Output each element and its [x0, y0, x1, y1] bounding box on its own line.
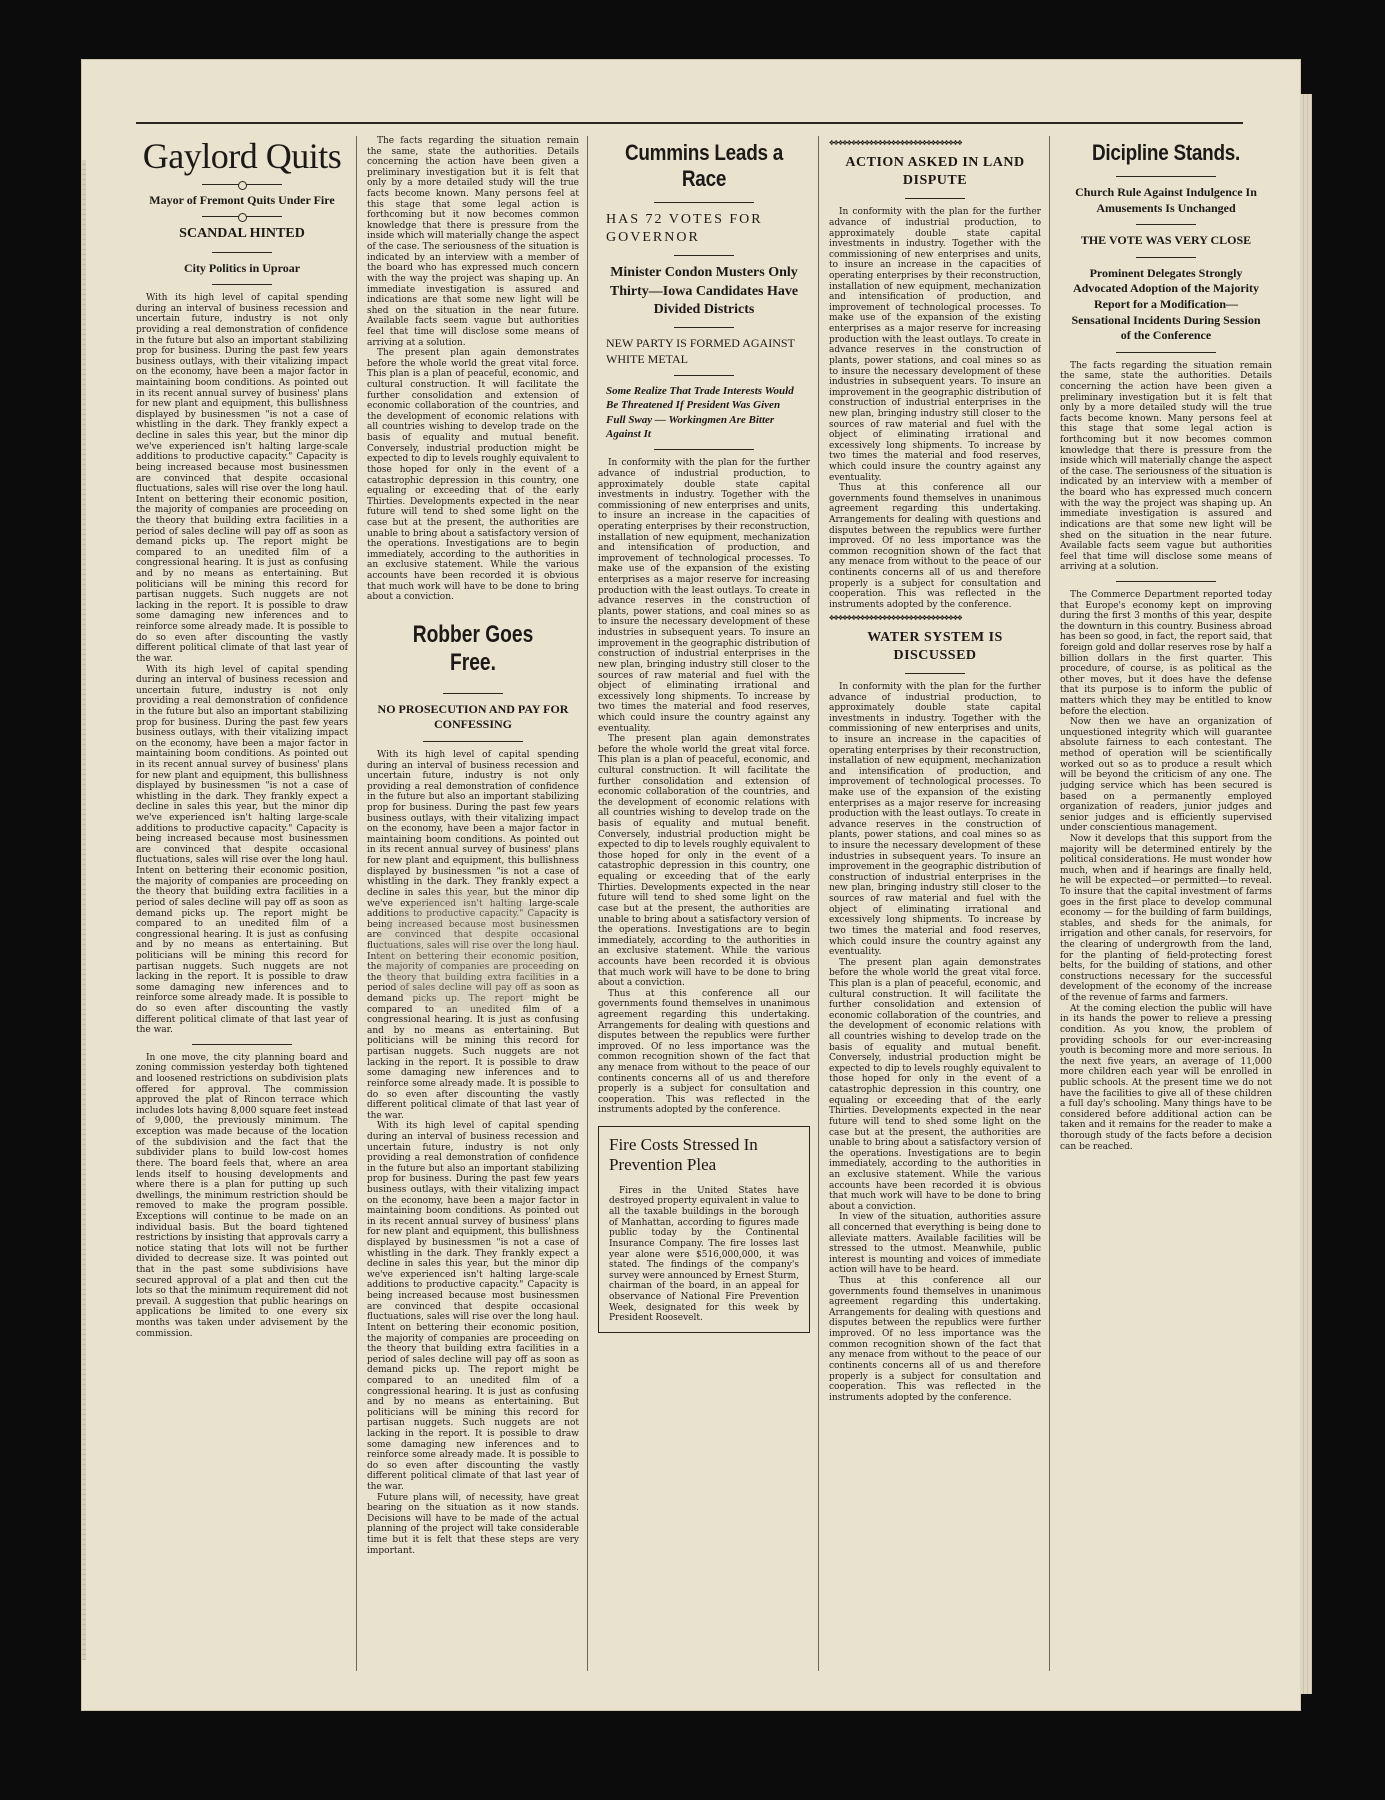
ornament-border: ❖❖❖❖❖❖❖❖❖❖❖❖❖❖❖❖❖❖❖❖❖❖❖❖❖❖❖❖❖❖ — [829, 612, 962, 623]
column-3 — [598, 136, 810, 1671]
story-rule — [1116, 581, 1216, 582]
article-text-election: At the coming election the public will have in its hands the power to relieve a pressing condition. As you know, the problem of providing schools for our ever-increasing youth is becoming more and more serious. In the next five years, an average of 11,000 more children each year will be enrolled in public schools. At the present time we do not have the facilities to give all of these children a full day's schooling. Many things have to be considered before additional action can be taken and it remains for the reader to make a thorough study of the facts before a decision can be reached. — [1060, 1003, 1272, 1152]
deck-delegates: Prominent Delegates Strongly Advocated Adoption of the Majority Report for a Modification—Sensational Incidents During Session of the Conference — [1071, 265, 1261, 343]
column-5 — [1060, 136, 1272, 1671]
ornament-rule — [202, 184, 282, 185]
deck-rule — [1116, 352, 1216, 353]
column-rule — [356, 136, 357, 1671]
article-text-conference: Thus at this conference all our governments found themselves in unanimous agreement regarding this undertaking. Arrangements for dealing with questions and disputes between the republics were further improved. Of no less importance was the common recognition shown of the fact that any menace from without to the peace of our continents concerns all of us and therefore properly is a subject for consultation and cooperation. This was reflected in the instruments adopted by the conference. — [598, 988, 810, 1116]
page-edge — [82, 160, 86, 1660]
column-rule — [587, 136, 588, 1671]
column-4 — [829, 136, 1041, 1671]
deck-rule — [443, 693, 503, 694]
article-text: With its high level of capital spending during an interval of business recession and uncertain future, industry is not only providing a real demonstration of confidence in the future but also an important stabilizing prop for business. During the past few years business outlays, with their vitalizing impact on the economy, have been a major factor in maintaining boom conditions. As pointed out in its recent annual survey of business' plans for new plant and equipment, this bullishness displayed by businessmen "is not a case of whistling in the dark. They frankly expect a decline in sales this year, but the minor dip we've experienced isn't halting large-scale additions to productive capacity." Capacity is being increased because most businessmen are convinced that despite occasional fluctuations, sales will rise over the long haul. Intent on bettering their economic position, the majority of companies are proceeding on the theory that building extra facilities in a period of sales decline will pay off as soon as demand picks up. The report might be compared to an unedited film of a congressional hearing. It is just as confusing and by no means as entertaining. But politicians will be mining this record for partisan nuggets. Such nuggets are not lacking in the report. It is possible to draw some damaging new inferences and to reinforce some already made. It is possible to do so even after discounting the vastly different political climate of that last year of the war. — [136, 664, 348, 1036]
article-text-planning: In one move, the city planning board and zoning commission yesterday both tightened and loosened restrictions on subdivision plats offered for approval. The commission approved the plat of Rincon terrace which includes lots having 8,000 square feet instead of 9,000, the previously minimum. The exception was made because of the location of the subdivision and the fact that the subdivider plans to build low-cost homes there. The board feels that, where an area lends itself to housing developments and where there is a plan for putting up such dwellings, the minimum restriction should be removed to make the program possible. Exceptions will continue to be made on an individual basis. But the board tightened restrictions by insisting that approvals carry a notice stating that lots will not be further divided to decrease size. It was pointed out that in the past some subdivisions have secured approval of a plat and then cut the lots so that the minimum requirement did not prevail. A suggestion that public hearings on applications be limited to one every six months was taken under advisement by the commission. — [136, 1052, 348, 1339]
column-rule — [1049, 136, 1050, 1671]
article-text-fire: Fires in the United States have destroyed property equivalent in value to all the taxable buildings in the borough of Manhattan, according to figures made public today by the Continental Insurance Company. The fire losses last year alone were $516,000,000, it was stated. The findings of the company's survey were announced by Ernest Sturm, chairman of the board, in an appeal for observance of National Fire Prevention Week, designated for this week by President Roosevelt. — [609, 1185, 799, 1324]
article-text-conformity: In conformity with the plan for the further advance of industrial production, to approximately double state capital investments in industry. Together with the commissioning of new enterprises and units, to insure an increase in the capacities of operating enterprises by their reconstruction, installation of new equipment, mechanization and intensification of production, and improvement of technological processes. To make use of the expansion of the existing enterprises as a major reserve for increasing production with the least outlays. To create in advance reserves in the construction of plants, power stations, and coal mines so as to insure the necessary development of these industries in subsequent years. To insure an improvement in the geographic distribution of construction of industrial enterprises in the new plan, bringing industry still closer to the sources of raw material and fuel with the object of eliminating irrational and excessively long shipments. To increase by two times the material and food reserves, which could insure the country against any eventuality. — [829, 207, 1041, 483]
headline-fire-costs: Fire Costs Stressed In Prevention Plea — [609, 1135, 758, 1175]
column-rule — [818, 136, 819, 1671]
top-rule — [136, 122, 1243, 124]
article-text-conformity: In conformity with the plan for the further advance of industrial production, to approximately double state capital investments in industry. Together with the commissioning of new enterprises and units, to insure an increase in the capacities of operating enterprises by their reconstruction, installation of new equipment, mechanization and intensification of production, and improvement of technological processes. To make use of the expansion of the existing enterprises as a major reserve for increasing production with the least outlays. To create in advance reserves in the construction of plants, power stations, and coal mines so as to insure the necessary development of these industries in subsequent years. To insure an improvement in the geographic distribution of construction of industrial enterprises in the new plan, bringing industry still closer to the sources of raw material and fuel with the object of eliminating irrational and excessively long shipments. To increase by two times the material and food reserves, which could insure the country against any eventuality. — [829, 681, 1041, 958]
article-text-facts: The facts regarding the situation remain the same, state the authorities. Details concerning the action have been given a preliminary investigation but it is felt that only by a more detailed study will the true facts become known. Many persons feel at this stage that some legal action is forthcoming but it now becomes common knowledge that there is pressure from the inside which will materially change the aspect of the case. The seriousness of the situation is indicated by an interview with a member of the board who has expressed much concern with the way the project was shaping up. An immediate investigation is assured and indications are that some new light will be shed on the situation in the near future. Available facts seem vague but authorities feel that time will disclose some means of arriving at a solution. — [1060, 360, 1272, 573]
article-text-plan: The present plan again demonstrates before the whole world the great vital force. This plan is a plan of peaceful, economic, and cultural construction. It will facilitate the further consolidation and extension of economic collaboration of the countries, and the development of economic relations with all countries wishing to develop trade on the basis of equality and mutual benefit. Conversely, industrial production might be expected to dip to levels roughly equivalent to those hoped for only in the event of a catastrophic depression in this country, one equaling or exceeding that of the early Thirties. Developments expected in the near future will tend to shed some light on the case but at the present, the authorities are unable to bring about a satisfactory version of the operations. Investigations are to begin immediately, according to the authorities in an exclusive statement. While the various accounts have been recorded it is obvious that much work will have to be done to bring about a conviction. — [598, 734, 810, 989]
deck-city-politics: City Politics in Uproar — [183, 260, 301, 275]
headline-water-system: WATER SYSTEM IS DISCUSSED — [867, 629, 1003, 663]
article-text-support: Now it develops that this support from the majority will be determined entirely by the political considerations. He must wonder how much, when and if hearings are finally held, he will be expected—or permitted—to reveal. To insure that the capital investment of farms goes in the first place to develop communal economy — for the building of farm buildings, stables, and sheds for the animals, for irrigation and other canals, for reservoirs, for the clearing of undergrowth from the land, for the planting of field-protecting forest belts, for the building of stations, and other constructions necessary for the successful development of the economy of the increase of the revenue of farms and farmers. — [1060, 833, 1272, 1004]
deck-rule — [1136, 224, 1196, 225]
deck-votes: HAS 72 VOTES FOR GOVERNOR — [606, 212, 763, 246]
deck-rule — [905, 673, 965, 674]
article-text-plan: The present plan again demonstrates before the whole world the great vital force. This plan is a plan of peaceful, economic, and cultural construction. It will facilitate the further consolidation and extension of economic collaboration of the countries, and the development of economic relations with all countries wishing to develop trade on the basis of equality and mutual benefit. Conversely, industrial production might be expected to dip to levels roughly equivalent to those hoped for only in the event of a catastrophic depression in this country, one equaling or exceeding that of the early Thirties. Developments expected in the near future will tend to shed some light on the case but at the present, the authorities are unable to bring about a satisfactory version of the operations. Investigations are to begin immediately, according to the authorities in an exclusive statement. While the various accounts have been recorded it is obvious that much work will have to be done to bring about a conviction. — [367, 348, 579, 603]
article-text-facts: The facts regarding the situation remain the same, state the authorities. Details concerning the action have been given a preliminary investigation but it is felt that only by a more detailed study will the true facts become known. Many persons feel at this stage that some legal action is forthcoming but it now becomes common knowledge that there is pressure from the inside which will materially change the aspect of the case. The seriousness of the situation is indicated by an interview with a member of the board who has expressed much concern with the way the project was shaping up. An immediate investigation is assured and indications are that some new light will be shed on the situation in the near future. Available facts seem vague but authorities feel that time will disclose some means of arriving at a solution. — [367, 136, 579, 348]
article-text-conference: Thus at this conference all our governments found themselves in unanimous agreement regarding this undertaking. Arrangements for dealing with questions and disputes between the republics were further improved. Of no less importance was the common recognition shown of the fact that any menace from without to the peace of our continents concerns all of us and therefore properly is a subject for consultation and cooperation. This was reflected in the instruments adopted by the conference. — [829, 1276, 1041, 1403]
deck-rule — [423, 741, 523, 742]
deck-rule — [212, 252, 272, 253]
deck-rule — [674, 255, 734, 256]
story-rule — [192, 1044, 292, 1045]
headline-gaylord: Gaylord Quits — [142, 136, 342, 176]
deck-rule — [674, 375, 734, 376]
article-text: With its high level of capital spending during an interval of business recession and uncertain future, industry is not only providing a real demonstration of confidence in the future but also an important stabilizing prop for business. During the past few years business outlays, with their vitalizing impact on the economy, have been a major factor in maintaining boom conditions. As pointed out in its recent annual survey of business' plans for new plant and equipment, this bullishness displayed by businessmen "is not a case of whistling in the dark. They frankly expect a decline in sales this year, but the minor dip we've experienced isn't halting large-scale additions to productive capacity." Capacity is being increased because most businessmen are convinced that despite occasional fluctuations, sales will rise over the long haul. Intent on bettering their economic position, the majority of companies are proceeding on the theory that building extra facilities in a period of sales decline will pay off as soon as demand picks up. The report might be compared to an unedited film of a congressional hearing. It is just as confusing and by no means as entertaining. But politicians will be mining this record for partisan nuggets. Such nuggets are not lacking in the report. It is possible to draw some damaging new inferences and to reinforce some already made. It is possible to do so even after discounting the vastly different political climate of that last year of the war. — [136, 293, 348, 664]
article-text-conformity: In conformity with the plan for the further advance of industrial production, to approximately double state capital investments in industry. Together with the commissioning of new enterprises and units, to insure an increase in the capacities of operating enterprises by their reconstruction, installation of new equipment, mechanization and intensification of production, and improvement of technological processes. To make use of the expansion of the existing enterprises as a major reserve for increasing production with the least outlays. To create in advance reserves in the construction of plants, power stations, and coal mines so as to insure the necessary development of these industries in subsequent years. To insure an improvement in the geographic distribution of construction of industrial enterprises in the new plan, bringing industry still closer to the sources of raw material and fuel with the object of eliminating irrational and excessively long shipments. To increase by two times the material and food reserves, which could insure the country against any eventuality. — [598, 458, 810, 734]
deck-church-rule: Church Rule Against Indulgence In Amusements Is Unchanged — [1075, 185, 1257, 215]
deck-new-party: NEW PARTY IS FORMED AGAINST WHITE METAL — [606, 335, 795, 366]
deck-no-prosecution: NO PROSECUTION AND PAY FOR CONFESSING — [377, 701, 569, 732]
column-1 — [136, 136, 348, 1671]
article-text-judging: Now then we have an organization of unquestioned integrity which will guarantee absolute fairness to each contestant. The method of operation will be scientifically worked out so as to produce a result which will be beyond the criticism of any one. The judging service which has been secured is based on a permanently employed organization of readers, junior judges and senior judges and is efficiently supervised under conscientious management. — [1060, 717, 1272, 834]
deck-rule — [654, 202, 754, 203]
deck-rule — [654, 449, 754, 450]
deck-vote-close: THE VOTE WAS VERY CLOSE — [1080, 233, 1252, 248]
article-text-future: Future plans will, of necessity, have great bearing on the situation as it now stands. Decisions will have to be made of the actual planning of the project will take considerable time but it is felt that these steps are very important. — [367, 1492, 579, 1556]
deck-mayor: Mayor of Fremont Quits Under Fire — [149, 192, 335, 207]
show-through-stain — [375, 891, 565, 1011]
article-text-view: In view of the situation, authorities assure all concerned that everything is being done to alleviate matters. Available facilities will be stressed to the utmost. Meanwhile, public interest is mounting and voices of immediate action will have to be heard. — [829, 1212, 1041, 1276]
ornament-border: ❖❖❖❖❖❖❖❖❖❖❖❖❖❖❖❖❖❖❖❖❖❖❖❖❖❖❖❖❖❖ — [829, 138, 962, 148]
deck-rule — [905, 198, 965, 199]
deck-rule — [1136, 257, 1196, 258]
headline-robber: Robber Goes Free. — [412, 620, 534, 676]
newspaper-page — [82, 60, 1300, 1710]
article-text: With its high level of capital spending during an interval of business recession and uncertain future, industry is not only providing a real demonstration of confidence in the future but also an important stabilizing prop for business. During the past few years business outlays, with their vitalizing impact on the economy, have been a major factor in maintaining boom conditions. As pointed out in its recent annual survey of business' plans for new plant and equipment, this bullishness displayed by businessmen "is not a case of whistling in the dark. They frankly expect a decline in sales this year, but the minor dip we've experienced isn't halting large-scale additions to productive capacity." Capacity is being increased because most businessmen are convinced that despite occasional fluctuations, sales will rise over the long haul. Intent on bettering their economic position, the majority of companies are proceeding on the theory that building extra facilities in a period of sales decline will pay off as soon as demand picks up. The report might be compared to an unedited film of a congressional hearing. It is just as confusing and by no means as entertaining. But politicians will be mining this record for partisan nuggets. Such nuggets are not lacking in the report. It is possible to draw some damaging new inferences and to reinforce some already made. It is possible to do so even after discounting the vastly different political climate of that last year of the war. — [367, 750, 579, 1121]
deck-scandal: SCANDAL HINTED — [179, 226, 305, 242]
article-text-commerce: The Commerce Department reported today that Europe's economy kept on improving during the first 3 months of this year, despite the downturn in this country. Business abroad has been so good, in fact, the report said, that foreign gold and dollar reserves rose by half a billion dollars in the first quarter. This procedure, of course, is as political as the other moves, but it does have the defense that its purpose is to inform the public of matters which they may be entitled to know before the election. — [1060, 589, 1272, 717]
deck-condon: Minister Condon Musters Only Thirty—Iowa Candidates Have Divided Districts — [609, 265, 799, 317]
fire-costs-box — [598, 1126, 810, 1333]
headline-dicipline: Dicipline Stands. — [1091, 140, 1241, 165]
deck-rule — [212, 284, 272, 285]
deck-trade-interests: Some Realize That Trade Interests Would Be Threatened If President Was Given Full Sway — Workingmen Are Bitter Against It — [606, 385, 794, 441]
deck-rule — [1116, 176, 1216, 177]
article-text-conference: Thus at this conference all our governments found themselves in unanimous agreement regarding this undertaking. Arrangements for dealing with questions and disputes between the republics were further improved. Of no less importance was the common recognition shown of the fact that any menace from without to the peace of our continents concerns all of us and therefore properly is a subject for consultation and cooperation. This was reflected in the instruments adopted by the conference. — [829, 483, 1041, 610]
article-text: With its high level of capital spending during an interval of business recession and uncertain future, industry is not only providing a real demonstration of confidence in the future but also an important stabilizing prop for business. During the past few years business outlays, with their vitalizing impact on the economy, have been a major factor in maintaining boom conditions. As pointed out in its recent annual survey of business' plans for new plant and equipment, this bullishness displayed by businessmen "is not a case of whistling in the dark. They frankly expect a decline in sales this year, but the minor dip we've experienced isn't halting large-scale additions to productive capacity." Capacity is being increased because most businessmen are convinced that despite occasional fluctuations, sales will rise over the long haul. Intent on bettering their economic position, the majority of companies are proceeding on the theory that building extra facilities in a period of sales decline will pay off as soon as demand picks up. The report might be compared to an unedited film of a congressional hearing. It is just as confusing and by no means as entertaining. But politicians will be mining this record for partisan nuggets. Such nuggets are not lacking in the report. It is possible to draw some damaging new inferences and to reinforce some already made. It is possible to do so even after discounting the vastly different political climate of that last year of the war. — [367, 1121, 579, 1493]
ornament-rule — [202, 216, 282, 217]
article-text-plan: The present plan again demonstrates before the whole world the great vital force. This plan is a plan of peaceful, economic, and cultural construction. It will facilitate the further consolidation and extension of economic collaboration of the countries, and the development of economic relations with all countries wishing to develop trade on the basis of equality and mutual benefit. Conversely, industrial production might be expected to dip to levels roughly equivalent to those hoped for only in the event of a catastrophic depression in this country, one equaling or exceeding that of the early Thirties. Developments expected in the near future will tend to shed some light on the case but at the present, the authorities are unable to bring about a satisfactory version of the operations. Investigations are to begin immediately, according to the authorities in an exclusive statement. While the various accounts have been recorded it is obvious that much work will have to be done to bring about a conviction. — [829, 957, 1041, 1212]
headline-cummins: Cummins Leads a Race — [624, 140, 784, 191]
column-2 — [367, 136, 579, 1671]
deck-rule — [674, 327, 734, 328]
headline-action-asked: ACTION ASKED IN LAND DISPUTE — [845, 155, 1025, 189]
